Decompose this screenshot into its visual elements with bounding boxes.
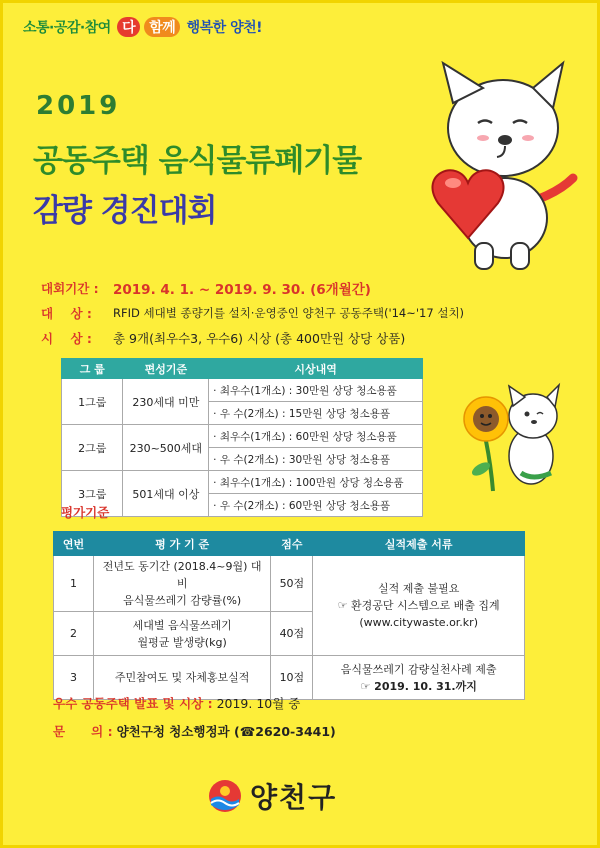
group-cell: 2그룹: [62, 425, 123, 471]
year: 2019: [36, 91, 121, 121]
info-row-period: [41, 275, 581, 300]
mascot-dog-sunflower-illustration: [451, 381, 566, 496]
prize-cell: · 우 수(2개소) : 30만원 상당 청소용품: [209, 448, 423, 471]
criteria-cell: 230~500세대: [123, 425, 209, 471]
slogan-text-e: 양천!: [230, 20, 263, 36]
title-line-1: 공동주택 음식물류폐기물: [33, 143, 362, 179]
criteria-line-1: 세대별 음식물쓰레기: [132, 618, 232, 632]
no-cell: 1: [54, 556, 94, 612]
contact-row: [53, 717, 336, 745]
criteria-line-2: 음식물쓰레기 감량률(%): [123, 594, 242, 608]
header-prize: 시상내역: [209, 359, 423, 379]
slogan-text-c: 함께: [144, 17, 180, 37]
score-cell: 50점: [271, 556, 313, 612]
header-group: 그 룹: [62, 359, 123, 379]
contact-label: 문 의 :: [53, 724, 113, 739]
criteria-cell: [93, 612, 271, 656]
prize-label: 시 상 :: [41, 330, 92, 346]
header-score: 점수: [271, 532, 313, 556]
prize-value: 총 9개(최우수3, 우수6) 시상 (총 400만원 상당 상품): [113, 330, 406, 346]
announce-row: [53, 689, 336, 717]
target-label: 대 상 :: [41, 305, 92, 321]
slogan-text-d: 행복한: [186, 20, 226, 36]
info-row-target: [41, 300, 581, 325]
header-no: 연번: [54, 532, 94, 556]
no-cell: 3: [54, 656, 94, 700]
score-cell: 40점: [271, 612, 313, 656]
slogan-text-a: 소통·공감·참여: [23, 20, 111, 36]
criteria-cell: 주민참여도 및 자체홍보실적: [93, 656, 271, 700]
table-row: [54, 556, 525, 612]
criteria-cell: 230세대 미만: [123, 379, 209, 425]
header-criteria: 편성기준: [123, 359, 209, 379]
prize-table: [61, 358, 423, 517]
contact-value: 양천구청 청소행정과 (☎2620-3441): [116, 724, 336, 739]
prize-cell: · 최우수(1개소) : 30만원 상당 청소용품: [209, 379, 423, 402]
announce-value: 2019. 10월 중: [216, 696, 301, 711]
documents-line-2: ☞ 환경공단 시스템으로 배출 집계: [337, 599, 500, 613]
prize-cell: · 최우수(1개소) : 60만원 상당 청소용품: [209, 425, 423, 448]
documents-line-1: 실적 제출 불필요: [377, 582, 460, 595]
table-row: [62, 425, 423, 448]
prize-cell: · 우 수(2개소) : 60만원 상당 청소용품: [209, 494, 423, 517]
eval-section-title: 평가기준: [61, 505, 110, 520]
header-criteria: 평 가 기 준: [93, 532, 271, 556]
score-cell: 10점: [271, 656, 313, 700]
footer-info: [53, 689, 336, 745]
yangcheon-logo: [208, 776, 337, 816]
criteria-cell: 501세대 이상: [123, 471, 209, 517]
eval-table-header: [54, 532, 525, 556]
documents-cell: [313, 556, 525, 656]
period-label: 대회기간 :: [41, 280, 99, 296]
group-cell: 1그룹: [62, 379, 123, 425]
criteria-line-2: 월평균 발생량(kg): [137, 635, 227, 649]
logo-name: 양천구: [250, 781, 338, 814]
header-documents: 실적제출 서류: [313, 532, 525, 556]
group-cell: 3그룹: [62, 471, 123, 517]
target-value: RFID 세대별 종량기를 설치·운영중인 양천구 공동주택('14~'17 설치): [113, 305, 465, 320]
slogan-text-b: 다: [117, 17, 140, 37]
criteria-line-1: 전년도 동기간 (2018.4~9월) 대비: [102, 560, 262, 591]
eval-table: [53, 531, 525, 700]
criteria-cell: [93, 556, 271, 612]
title-line-2: 감량 경진대회: [33, 193, 217, 229]
info-block: [41, 275, 581, 350]
documents-line-3: (www.citywaste.or.kr): [359, 616, 478, 630]
documents-line-1: 음식물쓰레기 감량실천사례 제출: [340, 662, 497, 676]
yangcheon-emblem-icon: [208, 779, 242, 813]
info-row-prize: [41, 325, 581, 350]
mascot-dog-heart-illustration: [413, 58, 583, 273]
documents-line-2: ☞ 2019. 10. 31.까지: [360, 679, 477, 693]
documents-cell: [313, 656, 525, 700]
prize-cell: · 우 수(2개소) : 15만원 상당 청소용품: [209, 402, 423, 425]
table-row: [62, 471, 423, 494]
no-cell: 2: [54, 612, 94, 656]
prize-cell: · 최우수(1개소) : 100만원 상당 청소용품: [209, 471, 423, 494]
table-row: [62, 379, 423, 402]
prize-table-header: [62, 359, 423, 379]
announce-label: 우수 공동주택 발표 및 시상 :: [53, 696, 213, 711]
period-value: 2019. 4. 1. ~ 2019. 9. 30. (6개월간): [113, 281, 371, 298]
slogan: [23, 17, 262, 37]
